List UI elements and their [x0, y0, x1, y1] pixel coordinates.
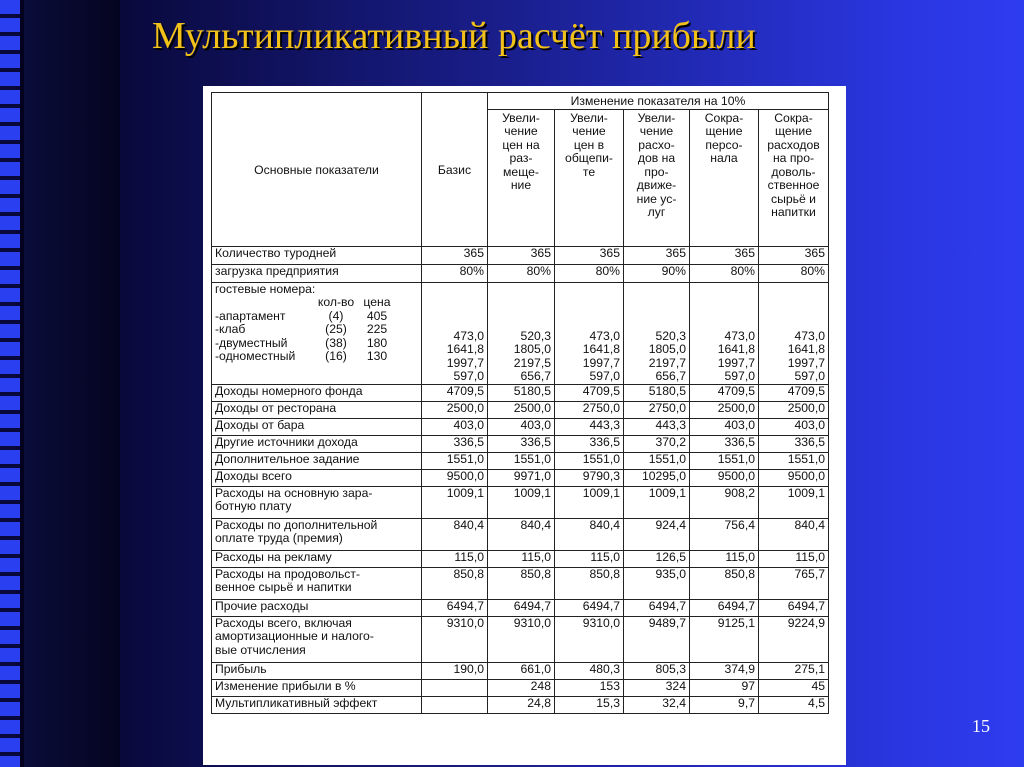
rooms-row	[212, 282, 829, 384]
value-cell: 370,2	[624, 435, 690, 452]
value-cell: 336,5	[759, 435, 829, 452]
value-cell: 9310,0	[422, 616, 488, 662]
row-label: Прибыль	[212, 662, 422, 679]
table-sheet	[203, 86, 846, 765]
value-cell: 6494,7	[624, 599, 690, 616]
room-type-price: 130	[366, 349, 388, 363]
value-cell: 6494,7	[422, 599, 488, 616]
value-cell: 2750,0	[624, 401, 690, 418]
rooms-values-cell	[555, 282, 624, 384]
table-row	[212, 384, 829, 401]
row-label: Расходы на рекламу	[212, 550, 422, 567]
value-cell: 403,0	[690, 418, 759, 435]
value-cell: 45	[759, 679, 829, 696]
row-label: Расходы по дополнительной оплате труда (премия)	[212, 518, 422, 550]
value-cell: 840,4	[555, 518, 624, 550]
value-cell: 1551,0	[624, 452, 690, 469]
room-type-qty: (38)	[325, 335, 347, 350]
value-cell: 336,5	[422, 435, 488, 452]
value-cell: 9790,3	[555, 469, 624, 486]
value-cell: 840,4	[422, 518, 488, 550]
value-cell: 2500,0	[422, 401, 488, 418]
value-cell: 480,3	[555, 662, 624, 679]
value-cell: 336,5	[690, 435, 759, 452]
value-cell: 2750,0	[555, 401, 624, 418]
room-type-name: -клаб	[215, 322, 246, 336]
value-cell: 935,0	[624, 567, 690, 599]
value-cell: 597,0	[453, 369, 484, 383]
value-cell: 365	[555, 246, 624, 264]
row-label: Расходы всего, включая амортизационные и налого- вые отчисления	[212, 616, 422, 662]
value-cell: 90%	[624, 264, 690, 282]
table-row	[212, 452, 829, 469]
header-scenario: Сокра- щение расходов на про- доволь- ственное сырьё и напитки	[759, 109, 829, 246]
value-cell: 1997,7	[446, 355, 484, 370]
value-cell: 1641,8	[582, 342, 620, 356]
value-cell: 115,0	[555, 550, 624, 567]
value-cell: 9,7	[690, 696, 759, 713]
row-label: Количество туродней	[212, 246, 422, 264]
value-cell: 15,3	[555, 696, 624, 713]
value-cell: 97	[690, 679, 759, 696]
value-cell: 5180,5	[488, 384, 555, 401]
value-cell: 520,3	[520, 328, 551, 343]
value-cell: 597,0	[794, 369, 825, 383]
left-decor-stripe	[0, 0, 20, 767]
left-decor-band	[24, 0, 120, 767]
value-cell: 597,0	[724, 369, 755, 383]
value-cell: 1009,1	[759, 486, 829, 518]
value-cell: 4709,5	[759, 384, 829, 401]
value-cell	[422, 696, 488, 713]
value-cell: 908,2	[690, 486, 759, 518]
rooms-title: гостевые номера:	[215, 282, 316, 296]
value-cell: 850,8	[690, 567, 759, 599]
value-cell: 2500,0	[488, 401, 555, 418]
value-cell: 248	[488, 679, 555, 696]
row-label: Расходы на основную зара- ботную плату	[212, 486, 422, 518]
value-cell: 9500,0	[422, 469, 488, 486]
value-cell: 9500,0	[690, 469, 759, 486]
rooms-values-cell	[488, 282, 555, 384]
room-type-line	[215, 350, 418, 364]
rooms-values-cell	[690, 282, 759, 384]
value-cell: 2500,0	[759, 401, 829, 418]
header-scenario: Увели- чение цен на раз- меще- ние	[488, 109, 555, 246]
value-cell: 275,1	[759, 662, 829, 679]
value-cell: 126,5	[624, 550, 690, 567]
value-cell: 6494,7	[759, 599, 829, 616]
room-type-price: 225	[366, 322, 388, 336]
value-cell: 80%	[690, 264, 759, 282]
value-cell: 473,0	[589, 328, 620, 343]
value-cell: 1551,0	[690, 452, 759, 469]
value-cell: 403,0	[422, 418, 488, 435]
value-cell: 656,7	[520, 369, 551, 383]
room-type-line	[215, 337, 418, 351]
value-cell: 9971,0	[488, 469, 555, 486]
row-label: Мультипликативный эффект	[212, 696, 422, 713]
value-cell: 365	[422, 246, 488, 264]
value-cell: 850,8	[488, 567, 555, 599]
value-cell: 2197,5	[513, 355, 551, 370]
value-cell: 1009,1	[488, 486, 555, 518]
room-type-name: -апартамент	[215, 308, 286, 323]
row-label: Доходы от ресторана	[212, 401, 422, 418]
value-cell: 661,0	[488, 662, 555, 679]
room-type-price: 405	[366, 308, 388, 323]
value-cell: 1551,0	[422, 452, 488, 469]
room-type-price: 180	[366, 335, 388, 350]
slide-title: Мультипликативный расчёт прибыли	[152, 15, 756, 57]
value-cell: 115,0	[488, 550, 555, 567]
value-cell: 443,3	[555, 418, 624, 435]
value-cell: 1009,1	[555, 486, 624, 518]
value-cell: 850,8	[422, 567, 488, 599]
value-cell: 1805,0	[648, 342, 686, 356]
row-label: Другие источники дохода	[212, 435, 422, 452]
value-cell: 24,8	[488, 696, 555, 713]
value-cell: 32,4	[624, 696, 690, 713]
value-cell: 1551,0	[759, 452, 829, 469]
value-cell: 403,0	[488, 418, 555, 435]
value-cell: 656,7	[655, 369, 686, 383]
value-cell: 1641,8	[787, 342, 825, 356]
value-cell: 4709,5	[690, 384, 759, 401]
value-cell: 115,0	[690, 550, 759, 567]
rooms-price-header: цена	[363, 295, 391, 309]
value-cell: 4,5	[759, 696, 829, 713]
room-type-line	[215, 310, 418, 324]
row-label: Расходы на продовольст- венное сырьё и напитки	[212, 567, 422, 599]
value-cell: 403,0	[759, 418, 829, 435]
value-cell: 324	[624, 679, 690, 696]
value-cell: 2500,0	[690, 401, 759, 418]
table-row	[212, 246, 829, 264]
rooms-qty-header: кол-во	[317, 295, 355, 309]
table-row	[212, 696, 829, 713]
value-cell: 374,9	[690, 662, 759, 679]
room-type-line	[215, 323, 418, 337]
row-label: Дополнительное задание	[212, 452, 422, 469]
value-cell: 5180,5	[624, 384, 690, 401]
value-cell: 80%	[422, 264, 488, 282]
value-cell: 9224,9	[759, 616, 829, 662]
value-cell: 365	[759, 246, 829, 264]
value-cell: 80%	[555, 264, 624, 282]
value-cell: 443,3	[624, 418, 690, 435]
value-cell: 80%	[488, 264, 555, 282]
value-cell: 365	[488, 246, 555, 264]
value-cell: 756,4	[690, 518, 759, 550]
value-cell: 1009,1	[422, 486, 488, 518]
header-basis: Базис	[422, 93, 488, 247]
header-indicators: Основные показатели	[212, 93, 422, 247]
value-cell: 336,5	[488, 435, 555, 452]
rooms-values-cell	[422, 282, 488, 384]
table-row	[212, 616, 829, 662]
rooms-label-cell	[212, 282, 422, 384]
room-type-qty: (4)	[328, 308, 344, 323]
value-cell: 336,5	[555, 435, 624, 452]
value-cell: 924,4	[624, 518, 690, 550]
slide-number: 15	[972, 716, 990, 736]
room-type-name: -двуместный	[215, 335, 288, 350]
value-cell: 850,8	[555, 567, 624, 599]
value-cell: 190,0	[422, 662, 488, 679]
value-cell: 1997,7	[717, 355, 755, 370]
table-row	[212, 567, 829, 599]
value-cell: 80%	[759, 264, 829, 282]
table-row	[212, 435, 829, 452]
table-row	[212, 662, 829, 679]
room-type-qty: (25)	[325, 322, 347, 336]
table-row	[212, 518, 829, 550]
table-row	[212, 418, 829, 435]
value-cell: 1997,7	[582, 355, 620, 370]
row-label: загрузка предприятия	[212, 264, 422, 282]
value-cell: 6494,7	[555, 599, 624, 616]
value-cell: 1641,8	[446, 342, 484, 356]
value-cell: 473,0	[724, 328, 755, 343]
table-row	[212, 599, 829, 616]
table-row	[212, 401, 829, 418]
row-label: Прочие расходы	[212, 599, 422, 616]
value-cell: 1805,0	[513, 342, 551, 356]
row-label: Изменение прибыли в %	[212, 679, 422, 696]
value-cell: 365	[690, 246, 759, 264]
table-row	[212, 469, 829, 486]
value-cell: 365	[624, 246, 690, 264]
value-cell: 1641,8	[717, 342, 755, 356]
row-label: Доходы от бара	[212, 418, 422, 435]
value-cell: 473,0	[453, 328, 484, 343]
value-cell: 1551,0	[488, 452, 555, 469]
value-cell: 473,0	[794, 328, 825, 343]
value-cell: 2197,7	[648, 355, 686, 370]
room-type-qty: (16)	[325, 349, 347, 363]
header-scenario: Увели- чение цен в общепи- те	[555, 109, 624, 246]
value-cell: 840,4	[488, 518, 555, 550]
table-row	[212, 679, 829, 696]
value-cell: 597,0	[589, 369, 620, 383]
value-cell: 840,4	[759, 518, 829, 550]
row-label: Доходы номерного фонда	[212, 384, 422, 401]
value-cell: 520,3	[655, 328, 686, 343]
value-cell: 9125,1	[690, 616, 759, 662]
value-cell: 4709,5	[555, 384, 624, 401]
value-cell	[422, 679, 488, 696]
value-cell: 805,3	[624, 662, 690, 679]
profit-table	[211, 92, 829, 714]
value-cell: 115,0	[759, 550, 829, 567]
value-cell: 6494,7	[690, 599, 759, 616]
value-cell: 153	[555, 679, 624, 696]
table-row	[212, 486, 829, 518]
rooms-values-cell	[759, 282, 829, 384]
value-cell: 9310,0	[488, 616, 555, 662]
header-scenario: Сокра- щение персо- нала	[690, 109, 759, 246]
value-cell: 10295,0	[624, 469, 690, 486]
value-cell: 115,0	[422, 550, 488, 567]
value-cell: 9310,0	[555, 616, 624, 662]
header-scenario: Увели- чение расхо- дов на про- движе- ние ус- луг	[624, 109, 690, 246]
value-cell: 9500,0	[759, 469, 829, 486]
table-row	[212, 550, 829, 567]
row-label: Доходы всего	[212, 469, 422, 486]
rooms-values-cell	[624, 282, 690, 384]
value-cell: 6494,7	[488, 599, 555, 616]
header-change: Изменение показателя на 10%	[488, 93, 829, 110]
value-cell: 1551,0	[555, 452, 624, 469]
table-row	[212, 264, 829, 282]
value-cell: 765,7	[759, 567, 829, 599]
value-cell: 1997,7	[787, 355, 825, 370]
room-type-name: -одноместный	[215, 349, 296, 363]
value-cell: 9489,7	[624, 616, 690, 662]
value-cell: 1009,1	[624, 486, 690, 518]
value-cell: 4709,5	[422, 384, 488, 401]
